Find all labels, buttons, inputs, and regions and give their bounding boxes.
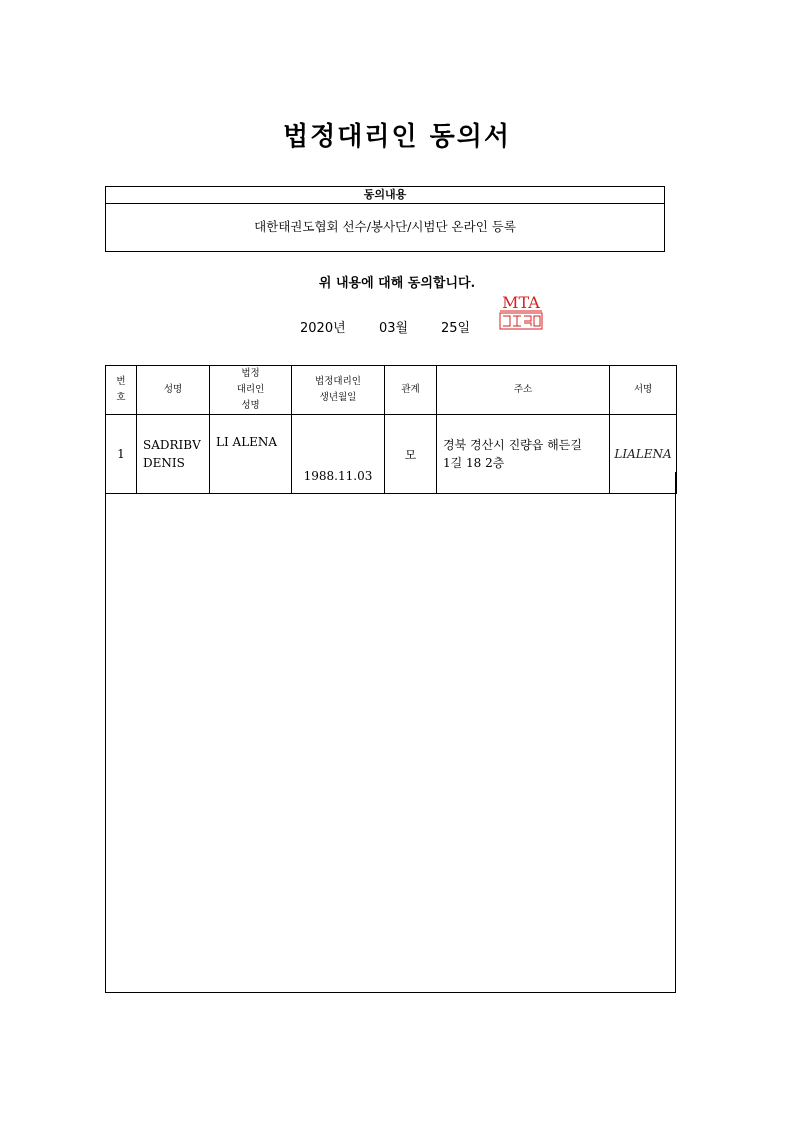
seal-text: MTA: [502, 293, 540, 312]
agreement-statement: 위 내용에 대해 동의합니다.: [318, 276, 476, 291]
table-header-row: [106, 366, 677, 415]
cell-name: SADRIBV DENIS: [137, 415, 210, 494]
cell-no: 1: [106, 415, 137, 494]
cell-relation: 모: [385, 415, 437, 494]
consent-box: [105, 186, 665, 252]
header-relation: 관계: [385, 366, 437, 415]
header-signature: 서명: [610, 366, 677, 415]
cell-signature: LIALENA: [610, 415, 677, 494]
cell-rep-birth: 1988.11.03: [292, 415, 385, 494]
document-title: 법정대리인 동의서: [283, 122, 511, 152]
cell-address: 경북 경산시 진량읍 해든길 1길 18 2층: [437, 415, 610, 494]
header-address: 주소: [437, 366, 610, 415]
header-no: 번 호: [106, 366, 137, 415]
date-month: 03월: [379, 321, 409, 336]
consent-content: 대한태권도협회 선수/봉사단/시범단 온라인 등록: [254, 219, 516, 234]
cell-rep-name: LI ALENA: [210, 415, 292, 494]
header-name: 성명: [137, 366, 210, 415]
header-rep-birth: 법정대리인 생년월일: [292, 366, 385, 415]
consent-header: 동의내용: [106, 187, 664, 204]
date-year: 2020년: [300, 321, 346, 336]
seal-stamp: [498, 292, 544, 332]
date-day: 25일: [441, 321, 471, 336]
blank-area: [105, 472, 676, 993]
header-rep-name: 법정 대리인 성명: [210, 366, 292, 415]
